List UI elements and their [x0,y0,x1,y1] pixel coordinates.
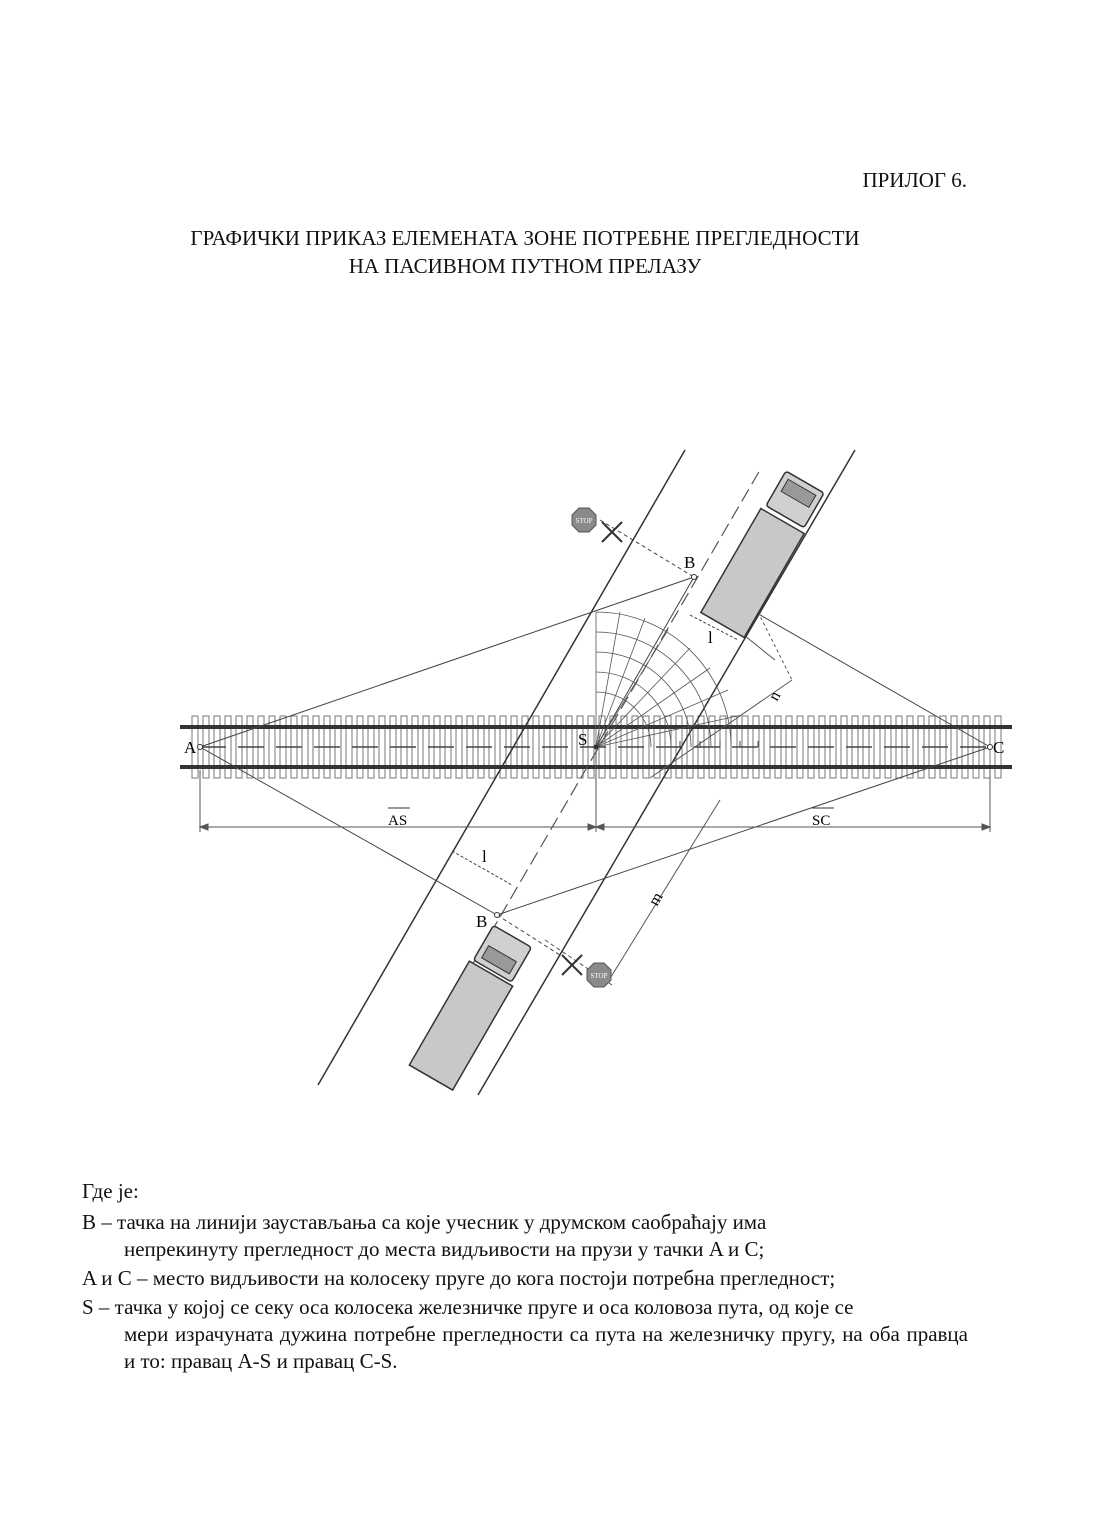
label-l-top: l [708,628,713,647]
label-as: AS [388,813,408,829]
label-b-bottom: B [476,912,488,931]
railway-crossing-diagram [0,420,1093,1120]
legend-b-first: B – тачка на линији заустављања са које учесник у друмском саобраћају има [82,1210,767,1234]
point-b-top [692,575,697,580]
legend-item-b [82,1209,968,1263]
legend-item-ac [82,1265,968,1292]
title-line-2: НА ПАСИВНОМ ПУТНОМ ПРЕЛАЗУ [348,254,702,278]
label-m: m [645,889,667,909]
legend-s-cont: мери израчуната дужина потребне прегледности са пута на железничку пругу, на оба правца и то: правац A-S и правац C-S. [124,1322,968,1373]
annex-number: ПРИЛОГ 6. [862,168,967,192]
truck-top [701,470,827,638]
label-s: S [578,730,588,749]
legend-s-first: S – тачка у којој се секу оса колосека железничке пруге и оса коловоза пута, од које се [82,1295,854,1319]
label-b-top: B [684,553,696,572]
label-n: n [765,688,785,704]
stop-sign-bottom [587,963,611,987]
stop-sign-top [572,508,596,532]
truck-bottom [409,924,534,1090]
document-title [0,224,1050,280]
point-s [594,745,599,750]
legend [82,1178,968,1377]
stop-sign-bottom-text: STOP [590,972,608,980]
point-a [198,745,203,750]
point-c [988,745,993,750]
label-a: A [184,738,197,757]
label-sc: SC [812,813,831,829]
m-n-dimensions [545,612,792,985]
legend-heading: Где је: [82,1179,139,1203]
road-edge-right [478,450,855,1095]
crossbuck-bottom [562,955,582,975]
legend-ac-text: A и C – место видљивости на колосеку пруге до кога постоји потребна прегледност; [82,1266,836,1290]
title-line-1: ГРАФИЧКИ ПРИКАЗ ЕЛЕМЕНАТА ЗОНЕ ПОТРЕБНЕ ПРЕГЛЕДНОСТИ [190,226,860,250]
point-b-bottom [495,913,500,918]
legend-b-cont: непрекинуту прегледност до места видљивости на прузи у тачки A и C; [124,1237,765,1261]
label-l-bottom: l [482,847,487,866]
sight-ray-ticks [680,741,758,747]
legend-item-s [82,1294,968,1375]
label-c: C [993,738,1005,757]
stop-sign-top-text: STOP [575,517,593,525]
